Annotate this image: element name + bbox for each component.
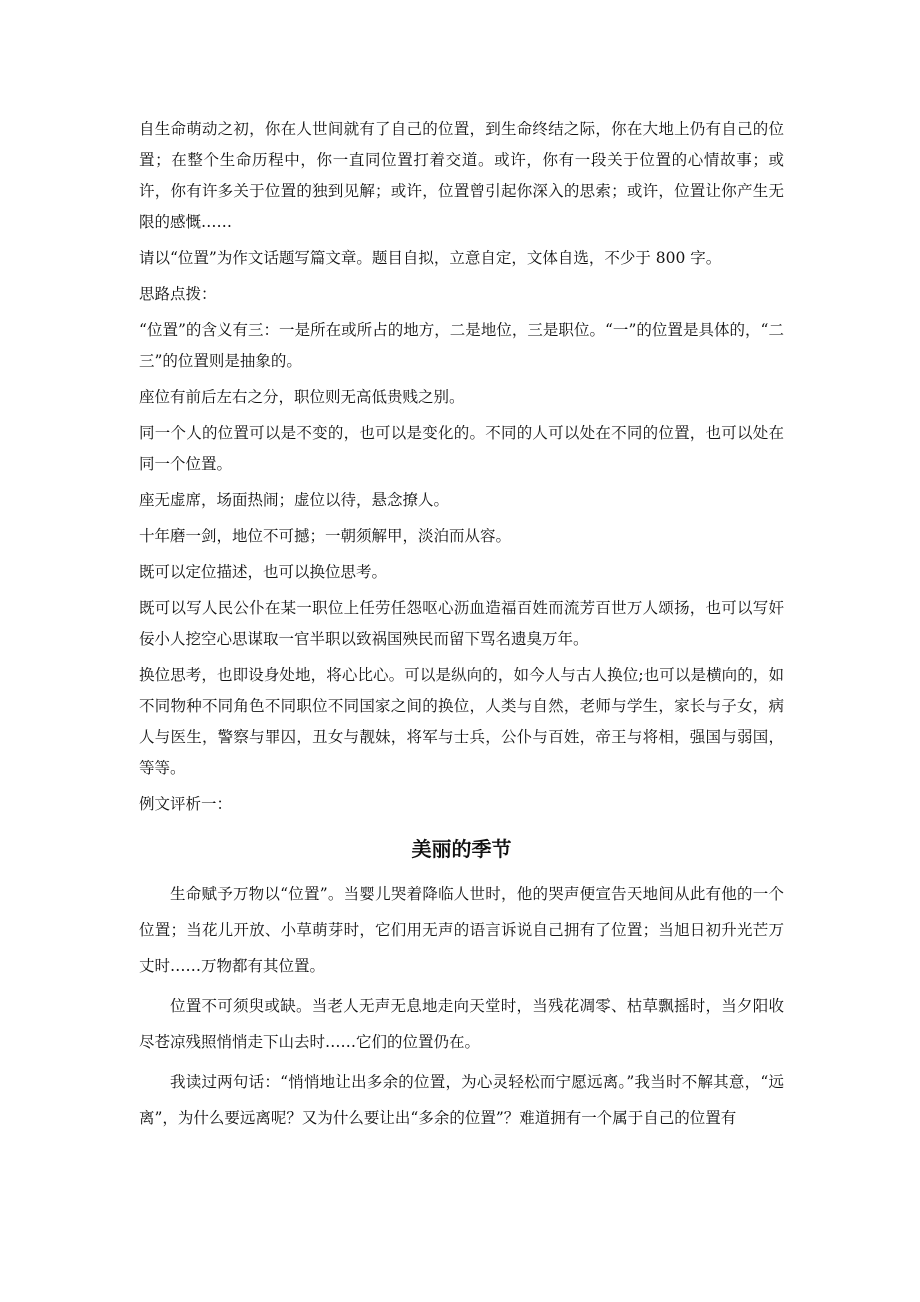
- hint-paragraph-decade: 十年磨一剑，地位不可撼；一朝须解甲，淡泊而从容。: [139, 527, 512, 545]
- hint-paragraph-empathy: 换位思考，也即设身处地，将心比心。可以是纵向的，如今人与古人换位;也可以是横向的，如不同物种不同角色不同职位不同国家之间的换位，人类与自然，老师与学生，家长与子女，病人与医生，警察与罪囚，丑女与靓妹，将军与士兵，公仆与百姓，帝王与将相，强国与弱国，等等。: [139, 666, 784, 777]
- example-label: 例文评析一：: [139, 795, 233, 813]
- essay-paragraph-3: 我读过两句话：“悄悄地让出多余的位置，为心灵轻松而宁愿远离。”我当时不解其意，“远离”，为什么要远离呢？又为什么要让出“多余的位置”？难道拥有一个属于自己的位置有: [139, 1073, 784, 1127]
- prompt-instruction: 请以“位置”为作文话题写篇文章。题目自拟，立意自定，文体自选，不少于 800 字。: [139, 249, 722, 267]
- hint-paragraph-meaning: “位置”的含义有三：一是所在或所占的地方，二是地位，三是职位。“一”的位置是具体的，“二三”的位置则是抽象的。: [139, 321, 784, 370]
- hint-paragraph-officials: 既可以写人民公仆在某一职位上任劳任怨呕心沥血造福百姓而流芳百世万人颂扬，也可以写奸佞小人挖空心思谋取一官半职以致祸国殃民而留下骂名遗臭万年。: [139, 599, 784, 648]
- essay-body: [139, 876, 784, 1136]
- prompt-paragraph-intro: 自生命萌动之初，你在人世间就有了自己的位置，到生命终结之际，你在大地上仍有自己的位置；在整个生命历程中，你一直同位置打着交道。或许，你有一段关于位置的心情故事；或许，你有许多关于位置的独到见解；或许，位置曾引起你深入的思索；或许，位置让你产生无限的感慨……: [139, 120, 784, 231]
- hint-paragraph-perspective: 既可以定位描述，也可以换位思考。: [139, 563, 388, 581]
- hint-paragraph-seats: 座位有前后左右之分，职位则无高低贵贱之别。: [139, 388, 465, 406]
- essay-paragraph-2: 位置不可须臾或缺。当老人无声无息地走向天堂时，当残花凋零、枯草飘摇时，当夕阳收尽苍凉残照悄悄走下山去时……它们的位置仍在。: [139, 997, 784, 1051]
- hint-paragraph-change: 同一个人的位置可以是不变的，也可以是变化的。不同的人可以处在不同的位置，也可以处在同一个位置。: [139, 424, 784, 473]
- hint-paragraph-vacancy: 座无虚席，场面热闹；虚位以待，悬念撩人。: [139, 491, 450, 509]
- essay-paragraph-1: 生命赋予万物以“位置”。当婴儿哭着降临人世时，他的哭声便宣告天地间从此有他的一个位置；当花儿开放、小草萌芽时，它们用无声的语言诉说自己拥有了位置；当旭日初升光芒万丈时……万物都有其位置。: [139, 885, 784, 975]
- section-heading-hints: 思路点拨：: [139, 285, 217, 303]
- essay-title: 美丽的季节: [411, 837, 512, 861]
- document-body: [139, 114, 784, 1136]
